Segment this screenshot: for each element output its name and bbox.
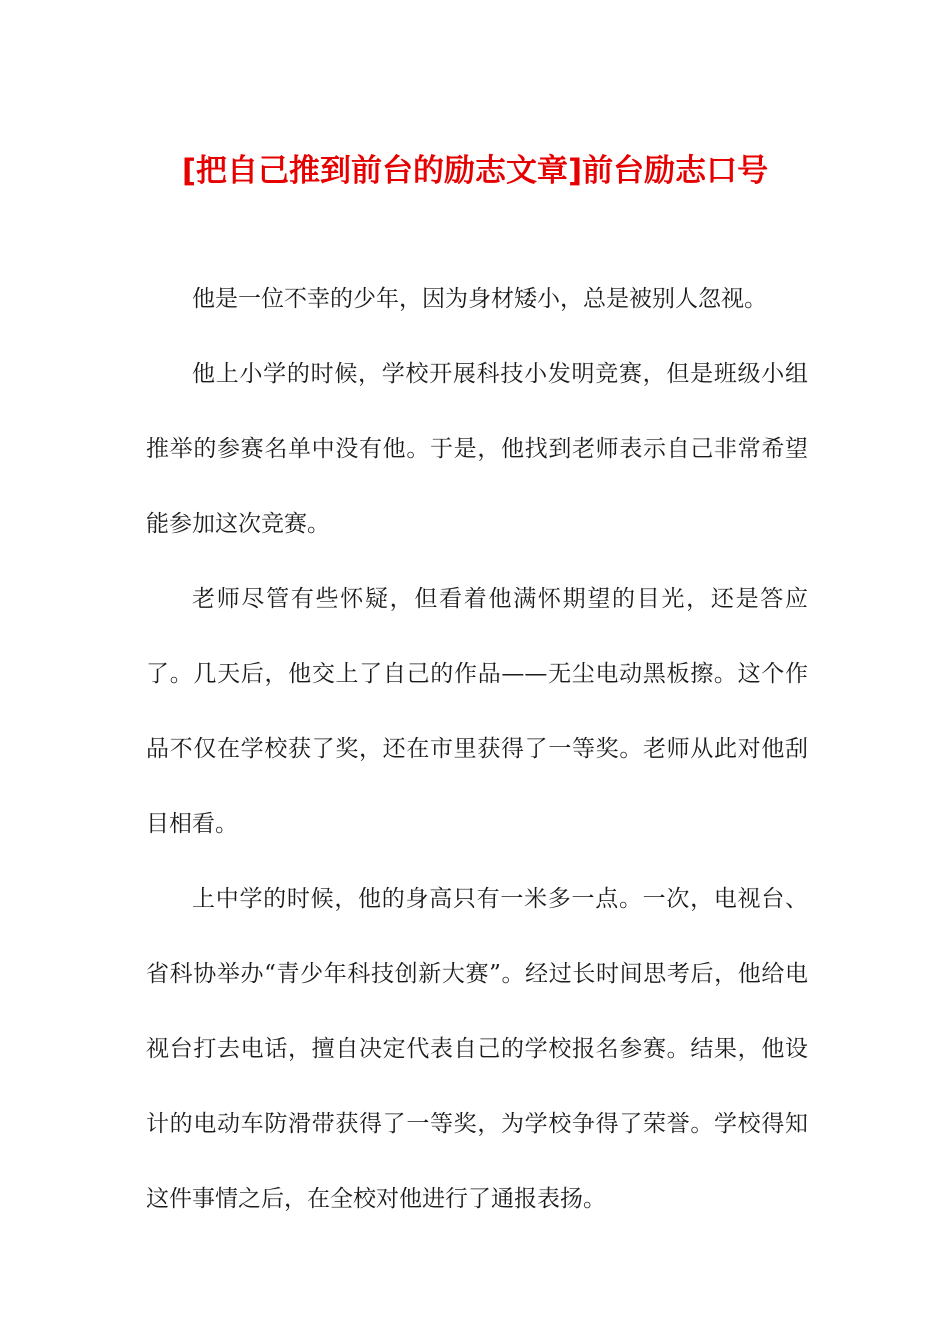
paragraph-3: 老师尽管有些怀疑，但看着他满怀期望的目光，还是答应了。几天后，他交上了自己的作品——无尘电动黑板擦。这个作品不仅在学校获了奖，还在市里获得了一等奖。老师从此对他刮目相看。 — [146, 586, 808, 837]
paragraph-1: 他是一位不幸的少年，因为身材矮小，总是被别人忽视。 — [192, 286, 767, 312]
page-title: [把自己推到前台的励志文章]前台励志口号 — [181, 153, 769, 189]
paragraph-2: 他上小学的时候，学校开展科技小发明竞赛，但是班级小组推举的参赛名单中没有他。于是，他找到老师表示自己非常希望能参加这次竞赛。 — [146, 361, 808, 537]
article-body — [146, 262, 808, 1237]
paragraph-4: 上中学的时候，他的身高只有一米多一点。一次，电视台、省科协举办“青少年科技创新大赛”。经过长时间思考后，他给电视台打去电话，擅自决定代表自己的学校报名参赛。结果，他设计的电动车防滑带获得了一等奖，为学校争得了荣誉。学校得知这件事情之后，在全校对他进行了通报表扬。 — [146, 886, 808, 1212]
